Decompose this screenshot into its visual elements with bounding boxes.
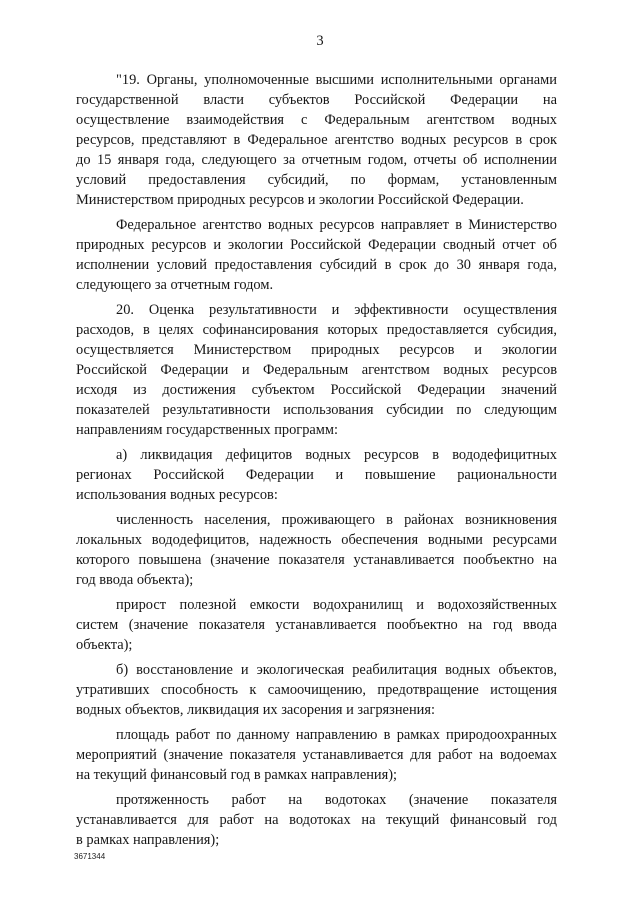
paragraph-19 <box>76 70 557 210</box>
document-body <box>76 68 557 850</box>
text-line: "19. Органы, уполномоченные высшими исполнительными органами <box>116 72 557 88</box>
text-line: следующего за отчетным годом. <box>76 277 274 293</box>
text-line: объекта); <box>76 637 133 653</box>
text-line: условий предоставления субсидий, по формам, установленным <box>76 172 557 188</box>
text-line: расходов, в целях софинансирования которых предоставляется субсидия, <box>76 322 557 338</box>
text-line: показателей результативности использования субсидии по следующим <box>76 402 557 418</box>
paragraph-agency-report <box>76 215 557 295</box>
text-line: площадь работ по данному направлению в рамках природоохранных <box>116 727 557 743</box>
paragraph-item-b <box>76 660 557 720</box>
text-line: утративших способность к самоочищению, предотвращение истощения <box>76 682 557 698</box>
paragraph-20 <box>76 300 557 440</box>
text-line: ресурсов, представляют в Федеральное агентство водных ресурсов в срок <box>76 132 557 148</box>
document-code: 3671344 <box>74 852 106 861</box>
text-line: государственной власти субъектов Российской Федерации на <box>76 92 557 108</box>
paragraph-indicator-area <box>76 725 557 785</box>
text-line: исходя из достижения субъектом Российской Федерации значений <box>76 382 557 398</box>
text-line: б) восстановление и экологическая реабилитация водных объектов, <box>116 662 557 678</box>
text-line: локальных вододефицитов, надежность обеспечения водными ресурсами <box>76 532 557 548</box>
text-line: 20. Оценка результативности и эффективности осуществления <box>116 302 557 318</box>
paragraph-indicator-capacity <box>76 595 557 655</box>
text-line: год ввода объекта); <box>76 572 194 588</box>
text-line: Министерством природных ресурсов и экологии Российской Федерации. <box>76 192 524 208</box>
text-line: которого повышена (значение показателя устанавливается пообъектно на <box>76 552 557 568</box>
text-line: численность населения, проживающего в районах возникновения <box>116 512 557 528</box>
text-line: природных ресурсов и экологии Российской Федерации сводный отчет об <box>76 237 557 253</box>
text-line: Федеральное агентство водных ресурсов направляет в Министерство <box>116 217 557 233</box>
paragraph-item-a <box>76 445 557 505</box>
text-line: Российской Федерации и Федеральным агентством водных ресурсов <box>76 362 557 378</box>
text-line: протяженность работ на водотоках (значение показателя <box>116 792 557 808</box>
text-line: исполнении условий предоставления субсидий в срок до 30 января года, <box>76 257 557 273</box>
text-line: а) ликвидация дефицитов водных ресурсов в вододефицитных <box>116 447 557 463</box>
text-line: прирост полезной емкости водохранилищ и водохозяйственных <box>116 597 557 613</box>
text-line: водных объектов, ликвидация их засорения и загрязнения: <box>76 702 435 718</box>
text-line: систем (значение показателя устанавливается пообъектно на год ввода <box>76 617 557 633</box>
paragraph-indicator-length <box>76 790 557 850</box>
text-line: использования водных ресурсов: <box>76 487 278 503</box>
paragraph-indicator-population <box>76 510 557 590</box>
page-number: 3 <box>316 33 324 49</box>
text-line: осуществляется Министерством природных ресурсов и экологии <box>76 342 557 358</box>
text-line: в рамках направления); <box>76 832 220 848</box>
text-line: мероприятий (значение показателя устанавливается для работ на водоемах <box>76 747 557 763</box>
text-line: осуществление взаимодействия с Федеральным агентством водных <box>76 112 557 128</box>
text-line: устанавливается для работ на водотоках на текущий финансовый год <box>76 812 557 828</box>
text-line: регионах Российской Федерации и повышение рациональности <box>76 467 557 483</box>
text-line: на текущий финансовый год в рамках направления); <box>76 767 398 783</box>
text-line: направлениям государственных программ: <box>76 422 338 438</box>
text-line: до 15 января года, следующего за отчетным годом, отчеты об исполнении <box>76 152 557 168</box>
